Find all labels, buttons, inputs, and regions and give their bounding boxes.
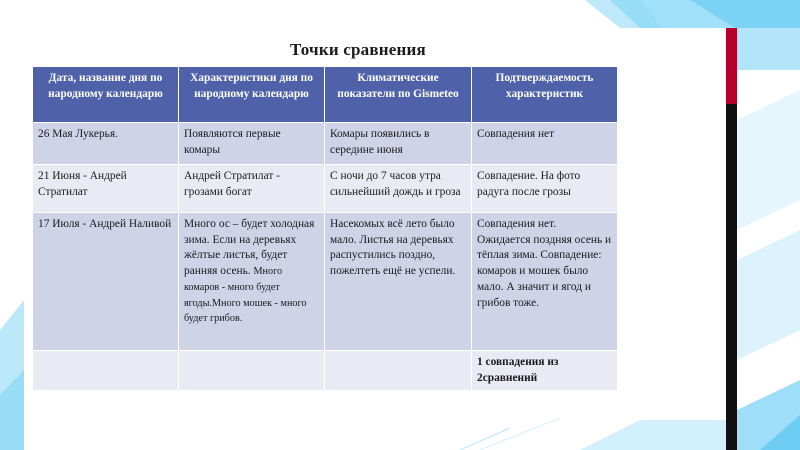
- cell-characteristics: Появляются первые комары: [179, 123, 325, 165]
- cell-characteristics: [179, 213, 325, 351]
- cell-date: 17 Июля - Андрей Наливой: [33, 213, 179, 351]
- table-row: [33, 213, 618, 351]
- table-row: [33, 165, 618, 213]
- comparison-table: [32, 66, 618, 391]
- cell-climate: Насекомых всё лето было мало. Листья на деревьях распустились поздно, пожелтеть ещё не успели.: [325, 213, 472, 351]
- deco-line-bottom-2: [480, 418, 560, 450]
- cell-confirmation: Совпадения нет. Ожидается поздняя осень и тёплая зима. Совпадение: комаров и мошек было мало. А значит и ягод и грибов тоже.: [472, 213, 618, 351]
- deco-facet-right-2: [737, 230, 800, 360]
- cell-date: 21 Июня - Андрей Стратилат: [33, 165, 179, 213]
- deco-line-bottom-1: [460, 428, 510, 450]
- cell-confirmation: Совпадение. На фото радуга после грозы: [472, 165, 618, 213]
- cell-characteristics-note: Много комаров - много будет ягоды.Много мошек - много будет грибов.: [184, 266, 307, 325]
- header-characteristics: Характеристики дня по народному календарю: [179, 67, 325, 123]
- cell-characteristics-main: Много ос – будет холодная зима. Если на деревьях жёлтые листья, будет ранняя осень.: [184, 218, 315, 278]
- cell-characteristics: Андрей Стратилат - грозами богат: [179, 165, 325, 213]
- table-row-summary: [33, 351, 618, 391]
- accent-bar-red: [726, 28, 737, 104]
- deco-facet-top-4: [737, 28, 800, 70]
- accent-bar-black: [726, 104, 737, 450]
- cell-empty: [33, 351, 179, 391]
- header-confirmation: Подтверждаемость характеристик: [472, 67, 618, 123]
- cell-empty: [325, 351, 472, 391]
- cell-climate: С ночи до 7 часов утра сильнейший дождь и гроза: [325, 165, 472, 213]
- cell-empty: [179, 351, 325, 391]
- deco-facet-right-1: [737, 90, 800, 230]
- cell-confirmation: Совпадения нет: [472, 123, 618, 165]
- header-date: Дата, название дня по народному календарю: [33, 67, 179, 123]
- table-row: [33, 123, 618, 165]
- table-header-row: [33, 67, 618, 123]
- deco-facet-bottom-1: [580, 420, 737, 450]
- cell-date: 26 Мая Лукерья.: [33, 123, 179, 165]
- cell-summary: 1 совпадения из 2сравнений: [472, 351, 618, 391]
- header-climate: Климатические показатели по Gismeteo: [325, 67, 472, 123]
- cell-climate: Комары появились в середине июня: [325, 123, 472, 165]
- slide-title: Точки сравнения: [290, 40, 426, 59]
